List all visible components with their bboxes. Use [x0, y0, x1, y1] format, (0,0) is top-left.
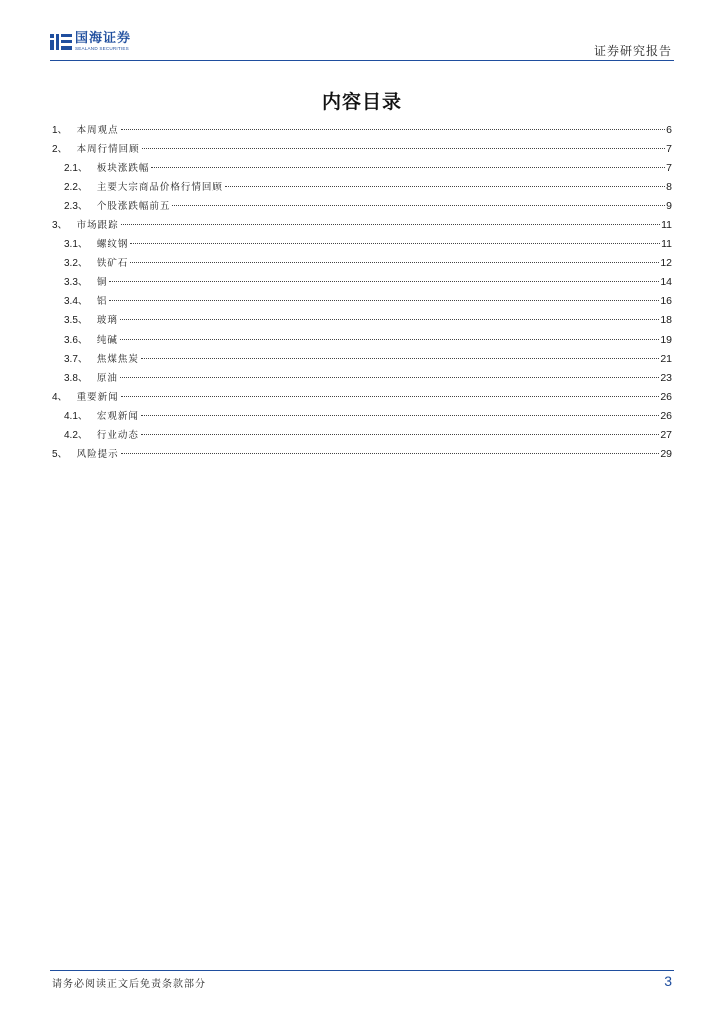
toc-entry[interactable]	[52, 445, 672, 464]
toc-entry[interactable]	[52, 121, 672, 140]
page-header	[50, 30, 674, 60]
toc-entry-number: 1、	[52, 125, 68, 136]
toc-entry-number: 3.7、	[64, 353, 88, 365]
toc-entry-number: 2、	[52, 144, 68, 156]
toc-entry-page: 6	[666, 124, 672, 136]
toc-entry[interactable]	[52, 140, 672, 159]
toc-entry-title: 重要新闻	[76, 391, 119, 403]
toc-entry-page: 12	[660, 257, 672, 270]
toc-entry-page: 29	[660, 447, 672, 460]
toc-entry-title: 铁矿石	[96, 258, 129, 270]
toc-entry-number: 3.2、	[64, 258, 88, 270]
toc-leader-dots	[120, 339, 659, 340]
toc-entry[interactable]	[52, 388, 672, 407]
toc-entry-number: 2.1、	[64, 163, 88, 175]
toc-entry-page: 19	[660, 333, 672, 346]
logo-english-name: SEALAND SECURITIES	[75, 46, 129, 51]
toc-entry-number: 4、	[52, 391, 68, 403]
toc-entry-title: 纯碱	[96, 334, 118, 346]
footer-divider	[50, 970, 674, 971]
toc-leader-dots	[151, 167, 665, 168]
toc-leader-dots	[141, 434, 659, 435]
toc-entry-title: 个股涨跌幅前五	[96, 201, 171, 213]
toc-entry-title: 主要大宗商品价格行情回顾	[96, 182, 223, 194]
toc-leader-dots	[120, 377, 659, 378]
toc-entry-title: 焦煤焦炭	[96, 353, 139, 365]
table-of-contents	[52, 121, 672, 464]
toc-entry[interactable]	[52, 331, 672, 350]
toc-leader-dots	[172, 205, 665, 206]
toc-entry-title: 风险提示	[76, 448, 119, 460]
toc-leader-dots	[130, 262, 659, 263]
toc-entry-title: 行业动态	[96, 429, 139, 441]
toc-entry-number: 3.4、	[64, 296, 88, 308]
toc-entry-number: 3.5、	[64, 315, 88, 327]
toc-entry-number: 3.6、	[64, 334, 88, 346]
disclaimer-text: 请务必阅读正文后免责条款部分	[52, 979, 206, 990]
toc-entry-page: 27	[660, 428, 672, 441]
toc-entry-number: 2.3、	[64, 201, 88, 213]
toc-entry[interactable]	[52, 292, 672, 311]
toc-entry-title: 本周观点	[76, 125, 119, 136]
toc-entry[interactable]	[52, 350, 672, 369]
toc-leader-dots	[120, 319, 659, 320]
toc-leader-dots	[121, 224, 661, 225]
header-divider	[50, 60, 674, 61]
toc-entry-number: 4.2、	[64, 429, 88, 441]
toc-leader-dots	[142, 148, 666, 149]
toc-entry[interactable]	[52, 369, 672, 388]
toc-leader-dots	[141, 358, 659, 359]
toc-entry[interactable]	[52, 311, 672, 330]
page-number: 3	[664, 973, 672, 989]
toc-entry[interactable]	[52, 426, 672, 445]
logo-chinese-name: 国海证券	[75, 31, 132, 46]
toc-leader-dots	[130, 243, 660, 244]
toc-entry-number: 2.2、	[64, 182, 88, 194]
toc-entry[interactable]	[52, 407, 672, 426]
toc-entry-title: 市场跟踪	[76, 220, 119, 232]
toc-entry-page: 18	[660, 314, 672, 327]
toc-entry-page: 7	[666, 143, 672, 156]
toc-entry-title: 螺纹钢	[96, 239, 129, 251]
toc-entry[interactable]	[52, 235, 672, 254]
toc-entry-number: 4.1、	[64, 410, 88, 422]
toc-entry-title: 本周行情回顾	[76, 144, 140, 156]
toc-entry-page: 9	[666, 200, 672, 213]
toc-leader-dots	[225, 186, 665, 187]
toc-leader-dots	[141, 415, 659, 416]
toc-entry-number: 3.8、	[64, 372, 88, 384]
toc-leader-dots	[109, 281, 659, 282]
toc-entry-page: 7	[666, 162, 672, 175]
toc-entry-page: 8	[666, 181, 672, 194]
toc-title: 内容目录	[321, 91, 402, 113]
toc-entry-page: 11	[661, 238, 672, 251]
toc-entry[interactable]	[52, 178, 672, 197]
toc-entry-title: 宏观新闻	[96, 410, 139, 422]
toc-entry-title: 铜	[96, 277, 108, 289]
toc-entry-number: 5、	[52, 448, 68, 460]
toc-entry[interactable]	[52, 197, 672, 216]
toc-entry-number: 3、	[52, 220, 68, 232]
toc-entry-page: 16	[660, 295, 672, 308]
toc-leader-dots	[121, 129, 666, 130]
toc-leader-dots	[109, 300, 659, 301]
toc-entry[interactable]	[52, 159, 672, 178]
toc-entry-page: 23	[660, 371, 672, 384]
toc-entry[interactable]	[52, 216, 672, 235]
report-type-label: 证券研究报告	[593, 44, 672, 58]
toc-entry-number: 3.1、	[64, 239, 88, 251]
toc-entry-title: 铝	[96, 296, 108, 308]
sealand-logo-icon	[50, 33, 72, 51]
toc-entry-title: 板块涨跌幅	[96, 163, 150, 175]
toc-entry-number: 3.3、	[64, 277, 88, 289]
toc-leader-dots	[121, 396, 660, 397]
toc-entry[interactable]	[52, 273, 672, 292]
toc-entry-page: 26	[660, 409, 672, 422]
toc-entry-page: 21	[660, 352, 672, 365]
company-logo	[50, 32, 131, 52]
toc-entry-page: 26	[660, 390, 672, 403]
toc-entry-title: 玻璃	[96, 315, 118, 327]
toc-entry-page: 11	[661, 219, 672, 232]
toc-entry-title: 原油	[96, 372, 118, 384]
toc-entry-page: 14	[660, 276, 672, 289]
toc-leader-dots	[121, 453, 660, 454]
toc-entry[interactable]	[52, 254, 672, 273]
